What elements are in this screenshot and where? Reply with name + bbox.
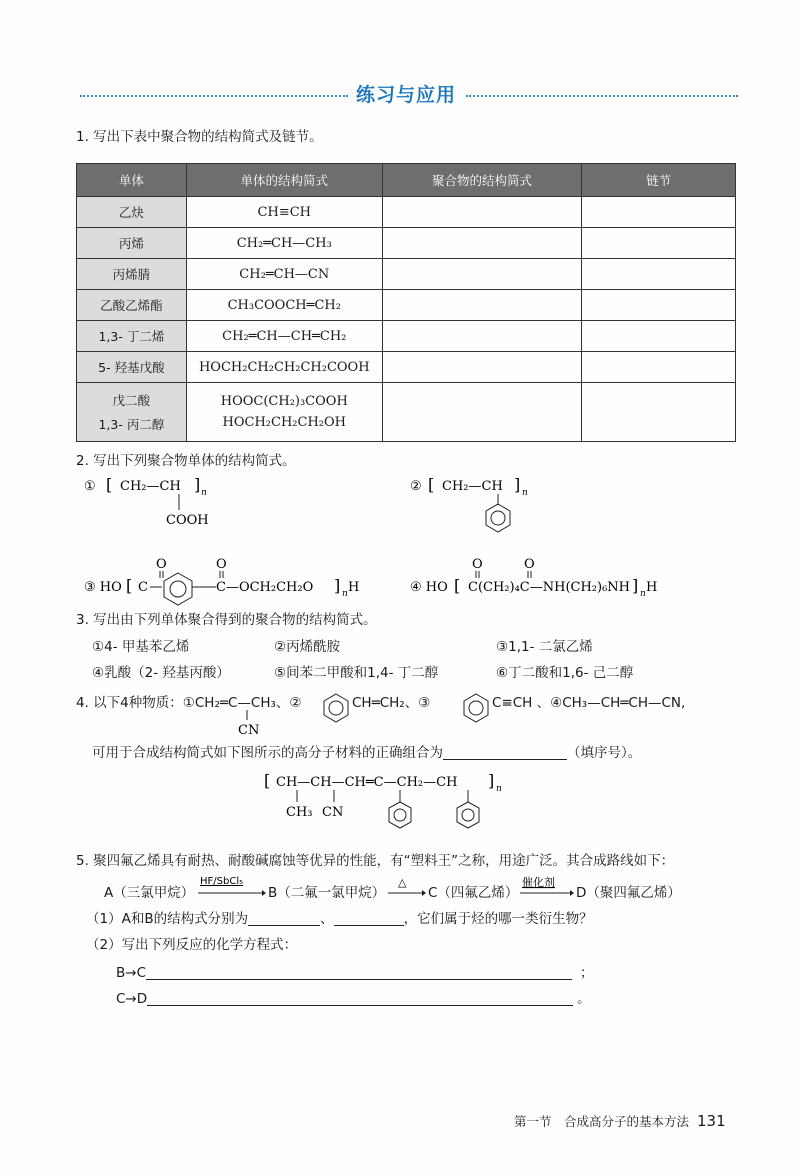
n-subscript-1: n: [201, 488, 207, 498]
bracket-left: [: [454, 576, 461, 595]
table-row: [77, 290, 736, 321]
q4-polymer: [262, 770, 532, 840]
answer-blank[interactable]: [334, 911, 404, 926]
table-row: [77, 228, 736, 259]
benzene-ring-icon: [164, 573, 192, 605]
q2-structures: [76, 470, 756, 610]
p4-o1: O: [472, 557, 483, 572]
reaction-arrow-3: [518, 874, 574, 902]
p3-c: C: [138, 580, 148, 595]
benzene-circle: [491, 511, 505, 525]
cn2-label: CN: [322, 805, 344, 820]
monomer-name: 5- 羟基戊酸: [77, 352, 187, 383]
q3-item: ⑤间苯二甲酸和1,4- 丁二醇: [274, 665, 439, 681]
footer-section: 第一节 合成高分子的基本方法: [514, 1114, 690, 1129]
p1-number: ①: [84, 479, 96, 494]
benzene-ring-icon: [457, 802, 479, 828]
q4-s2: CH═CH₂、③: [352, 695, 431, 711]
q3-item: ①4- 甲基苯乙烯: [92, 639, 190, 655]
monomer-name-2: 1,3- 丙二醇: [98, 417, 165, 432]
monomer-name: 1,3- 丁二烯: [77, 321, 187, 352]
answer-cell[interactable]: [382, 383, 582, 442]
polymer-chain: CH—CH—CH═C—CH₂—CH: [276, 775, 458, 790]
answer-blank[interactable]: [248, 911, 320, 926]
section-title: 练习与应用: [356, 84, 457, 106]
arrow3-label: 催化剂: [522, 876, 555, 889]
question-3: 3. 写出由下列单体聚合得到的聚合物的结构简式。: [76, 612, 377, 628]
monomer-formula: CH₃COOCH═CH₂: [186, 290, 382, 321]
n-subscript-4: n: [640, 589, 646, 599]
bracket-left: [: [106, 475, 113, 494]
cd-label: C→D: [116, 991, 148, 1007]
route-b: B（二氟一氯甲烷）: [268, 885, 386, 901]
bracket-right: ]: [514, 475, 521, 494]
p1-chain: CH₂—CH: [120, 479, 181, 494]
answer-cell[interactable]: [582, 290, 736, 321]
q4-cn-branch: [236, 708, 276, 738]
monomer-formula: CH₂═CH—CH₃: [186, 228, 382, 259]
monomer-name: 乙炔: [77, 197, 187, 228]
q3-item: ③1,1- 二氯乙烯: [496, 639, 593, 655]
p2-number: ②: [410, 479, 422, 494]
q5-sub1a: （1）A和B的结构式分别为: [86, 911, 249, 927]
answer-cell[interactable]: [582, 383, 736, 442]
answer-cell[interactable]: [582, 259, 736, 290]
table-header-row: [77, 164, 736, 197]
monomer-table: [76, 163, 736, 442]
question-4-lead: 4. 以下4种物质：①CH₂═C—CH₃、②: [76, 695, 302, 711]
q5-sub1b: 、: [320, 911, 334, 927]
monomer-name: 丙烯: [77, 228, 187, 259]
answer-cell[interactable]: [582, 352, 736, 383]
q4-s3: C≡CH 、④CH₃—CH═CH—CN,: [492, 695, 686, 711]
answer-cell[interactable]: [382, 228, 582, 259]
header-rule-left: [80, 95, 348, 97]
answer-cell[interactable]: [582, 321, 736, 352]
table-row: [77, 259, 736, 290]
q3-item: ⑥丁二酸和1,6- 己二醇: [496, 665, 634, 681]
monomer-formula-2: HOCH₂CH₂CH₂OH: [222, 415, 346, 430]
monomer-formula: CH₂═CH—CN: [186, 259, 382, 290]
p3-tail: C—OCH₂CH₂O: [216, 580, 314, 595]
monomer-formula-1: HOOC(CH₂)₃COOH: [220, 394, 348, 409]
q4-line2a: 可用于合成结构简式如下图所示的高分子材料的正确组合为: [92, 745, 443, 761]
route-c: C（四氟乙烯）: [428, 885, 519, 901]
answer-cell[interactable]: [582, 228, 736, 259]
bracket-left: [: [264, 771, 271, 790]
header-rule-right: [466, 95, 738, 97]
p4-mid: C(CH₂)₄C—NH(CH₂)₆NH: [468, 580, 631, 595]
cd-end: 。: [577, 991, 591, 1007]
p4-number: ④ HO: [410, 580, 448, 595]
monomer-name: 丙烯腈: [77, 259, 187, 290]
p3-number: ③ HO: [84, 580, 122, 595]
monomer-name: [77, 383, 187, 442]
p3-end: H: [348, 580, 360, 595]
answer-blank[interactable]: [146, 965, 572, 980]
p3-o1: O: [156, 557, 167, 572]
q5-sub2: （2）写出下列反应的化学方程式：: [86, 937, 298, 953]
answer-cell[interactable]: [382, 259, 582, 290]
answer-cell[interactable]: [382, 197, 582, 228]
n-subscript-5: n: [496, 784, 502, 794]
monomer-name-1: 戊二酸: [112, 393, 151, 408]
q3-item: ④乳酸（2- 羟基丙酸）: [92, 665, 230, 681]
q4-line2: [92, 744, 641, 762]
p2-chain: CH₂—CH: [442, 479, 503, 494]
monomer-name: 乙酸乙烯酯: [77, 290, 187, 321]
route-d: D（聚四氟乙烯）: [576, 885, 681, 901]
monomer-formula: CH≡CH: [186, 197, 382, 228]
answer-blank[interactable]: [147, 991, 573, 1006]
q5-sub1c: ，它们属于烃的哪一类衍生物？: [403, 911, 593, 927]
n-subscript-2: n: [522, 488, 528, 498]
arrow2-label: △: [398, 876, 407, 889]
answer-cell[interactable]: [582, 197, 736, 228]
question-1: 1. 写出下表中聚合物的结构简式及链节。: [76, 129, 323, 145]
question-5: 5. 聚四氟乙烯具有耐热、耐酸碱腐蚀等优异的性能，有“塑料王”之称，用途广泛。其合成路线如下：: [76, 853, 675, 869]
bracket-right: ]: [334, 576, 341, 595]
benzene-ring-icon: [486, 504, 510, 532]
q3-item: ②丙烯酰胺: [274, 639, 341, 655]
col-polymer-formula: 聚合物的结构简式: [382, 164, 582, 197]
bracket-right: ]: [194, 475, 201, 494]
question-2: 2. 写出下列聚合物单体的结构简式。: [76, 453, 296, 469]
table-row: [77, 197, 736, 228]
answer-blank[interactable]: [443, 745, 567, 760]
bracket-left: [: [428, 475, 435, 494]
page-footer: [514, 1112, 726, 1130]
bracket-right: ]: [632, 576, 639, 595]
equation-cd: [116, 990, 591, 1008]
n-subscript-3: n: [342, 589, 348, 599]
table-row: [77, 321, 736, 352]
answer-cell[interactable]: [382, 321, 582, 352]
monomer-formula: [186, 383, 382, 442]
reaction-arrow-2: [386, 874, 426, 902]
cn-label: CN: [238, 723, 260, 738]
p1-sub: COOH: [166, 513, 209, 528]
bc-end: ；: [580, 965, 594, 981]
bc-label: B→C: [116, 965, 146, 981]
page-number: 131: [697, 1112, 726, 1130]
answer-cell[interactable]: [382, 290, 582, 321]
reaction-arrow-1: [196, 874, 266, 902]
q4-line2b: （填序号）。: [567, 745, 642, 761]
col-monomer: 单体: [77, 164, 187, 197]
ch3-label: CH₃: [286, 805, 313, 820]
benzene-ring-icon: [389, 802, 411, 828]
col-repeat-unit: 链节: [582, 164, 736, 197]
p4-o2: O: [524, 557, 535, 572]
answer-cell[interactable]: [382, 352, 582, 383]
col-monomer-formula: 单体的结构简式: [186, 164, 382, 197]
p3-o2: O: [216, 557, 227, 572]
equation-bc: [116, 964, 594, 982]
q5-sub1: [86, 910, 593, 928]
route-a: A（三氯甲烷）: [104, 885, 195, 901]
p4-end: H: [646, 580, 658, 595]
monomer-formula: HOCH₂CH₂CH₂CH₂COOH: [186, 352, 382, 383]
benzene-ring-icon: [460, 692, 492, 724]
benzene-ring-icon: [320, 692, 352, 724]
monomer-formula: CH₂═CH—CH═CH₂: [186, 321, 382, 352]
table-row: [77, 383, 736, 442]
bracket-right: ]: [488, 771, 495, 790]
table-row: [77, 352, 736, 383]
arrow1-label: HF/SbCl₅: [200, 876, 244, 887]
bracket-left: [: [126, 576, 133, 595]
